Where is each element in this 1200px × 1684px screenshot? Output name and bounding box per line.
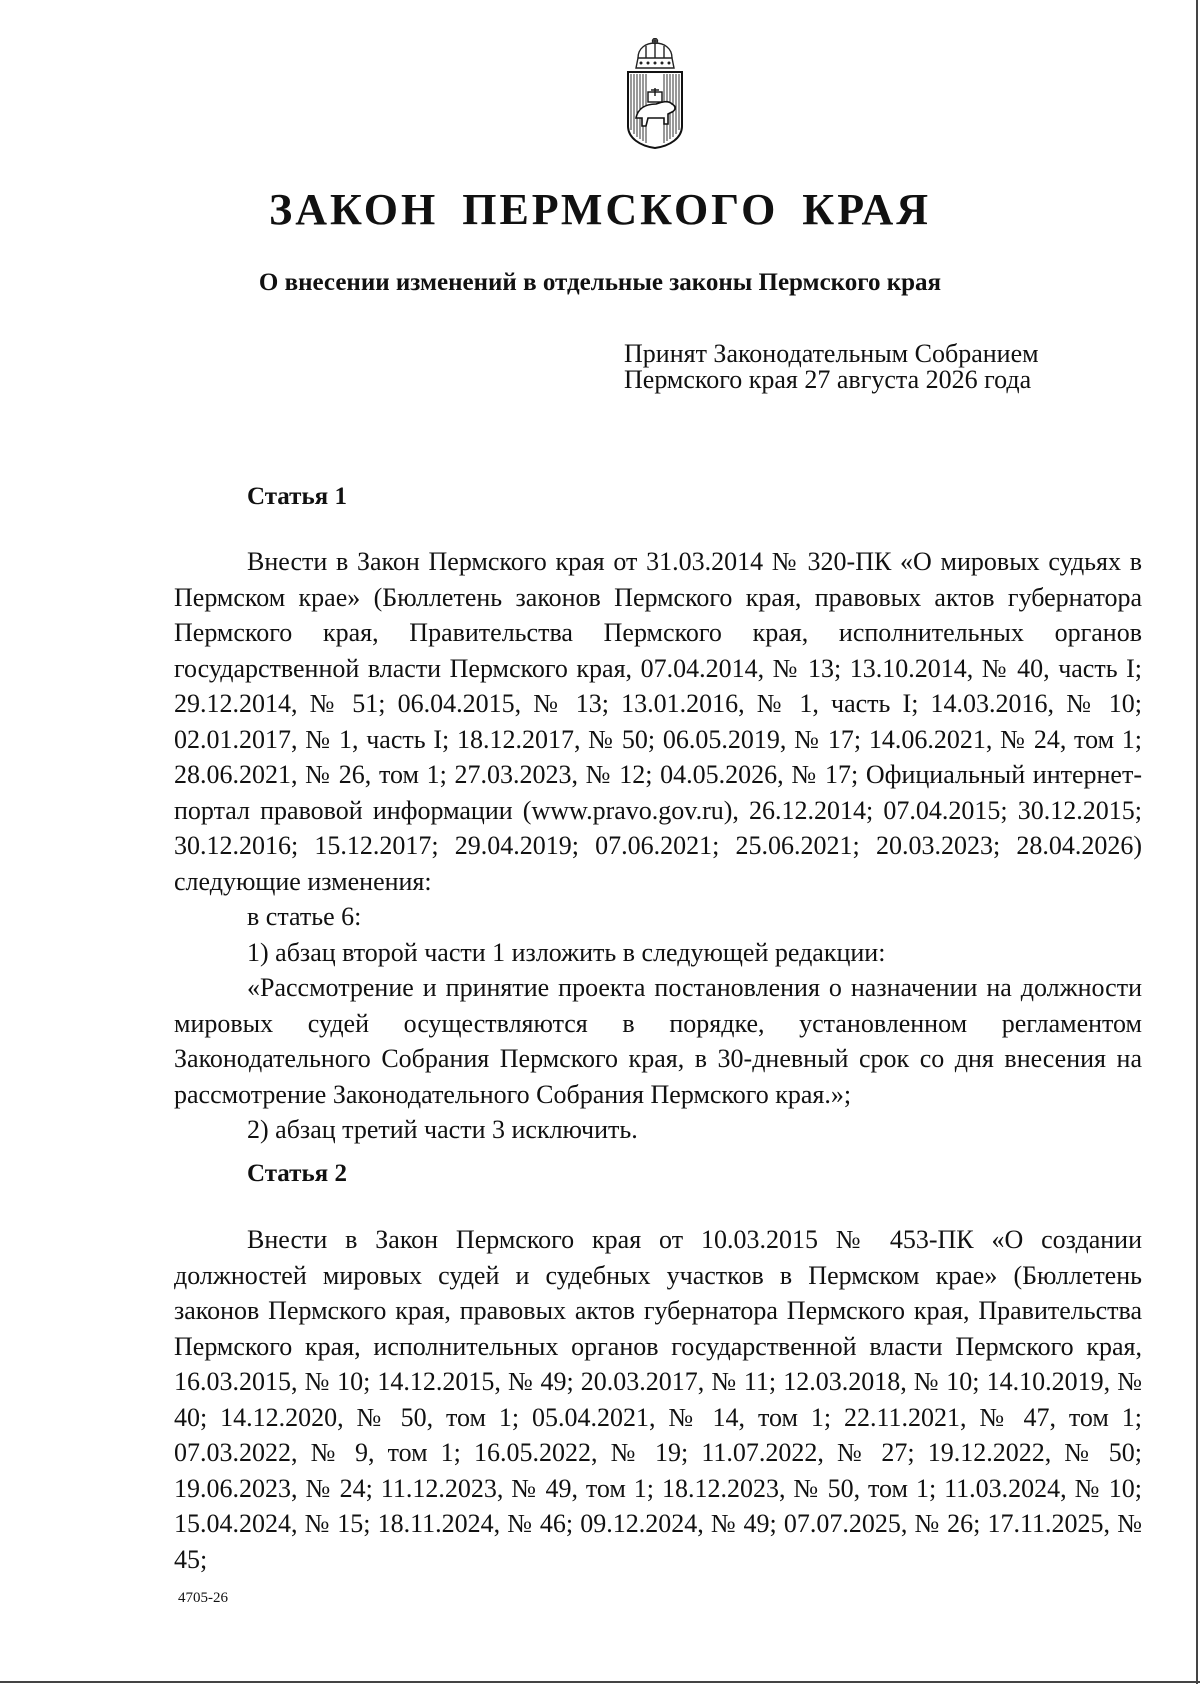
document-title: ЗАКОН ПЕРМСКОГО КРАЯ <box>268 185 932 234</box>
article-1-paragraph: 1) абзац второй части 1 изложить в следующей редакции: <box>247 937 886 967</box>
article-1-paragraph: Внести в Закон Пермского края от 31.03.2014 № 320-ПК «О мировых судьях в Пермском крае» (Бюллетень законов Пермского края, правовых актов губернатора Пермского края, Правительства Пермского края, исполнительных органов государственной власти Пермского края, 07.04.2014, № 13; 13.10.2014, № 40, часть I; 29.12.2014, № 51; 06.04.2015, № 13; 13.01.2016, № 1, часть I; 14.03.2016, № 10; 02.01.2017, № 1, часть I; 18.12.2017, № 50; 06.05.2019, № 17; 14.06.2021, № 24, том 1; 28.06.2021, № 26, том 1; 27.03.2023, № 12; 04.05.2026, № 17; Официальный интернет-портал правовой информации (www.pravo.gov.ru), 26.12.2014; 07.04.2015; 30.12.2015; 30.12.2016; 15.12.2017; 29.04.2019; 07.06.2021; 25.06.2021; 20.03.2023; 28.04.2026) следующие изменения: <box>174 547 1142 896</box>
article-1-paragraph: 2) абзац третий части 3 исключить. <box>247 1115 638 1144</box>
article-2-paragraph: Внести в Закон Пермского края от 10.03.2015 № 453-ПК «О создании должностей мировых судей и судебных участков в Пермском крае» (Бюллетень законов Пермского края, правовых актов губернатора Пермского края, Правительства Пермского края, исполнительных органов государственной власти Пермского края, 16.03.2015, № 10; 14.12.2015, № 49; 20.03.2017, № 11; 12.03.2018, № 10; 14.10.2019, № 40; 14.12.2020, № 50, том 1; 05.04.2021, № 14, том 1; 22.11.2021, № 47, том 1; 07.03.2022, № 9, том 1; 16.05.2022, № 19; 11.07.2022, № 27; 19.12.2022, № 50; 19.06.2023, № 24; 11.12.2023, № 49, том 1; 18.12.2023, № 50, том 1; 11.03.2024, № 10; 15.04.2024, № 15; 18.11.2024, № 46; 09.12.2024, № 49; 07.07.2025, № 26; 17.11.2025, № 45; <box>174 1225 1142 1574</box>
coat-of-arms-icon <box>622 38 688 150</box>
scan-edge-right <box>1196 0 1198 1684</box>
document-code: 4705-26 <box>178 1590 228 1606</box>
article-1-paragraph: в статье 6: <box>247 902 362 931</box>
adoption-note <box>624 341 1124 393</box>
article-1-paragraph: «Рассмотрение и принятие проекта постановления о назначении на должности мировых судей осуществляются в порядке, установленном регламентом Законодательного Собрания Пермского края, в 30-дневный срок со дня внесения на рассмотрение Законодательного Собрания Пермского края.»; <box>174 973 1142 1109</box>
article-1-body <box>174 544 1142 1148</box>
scan-edge-bottom <box>0 1681 1200 1683</box>
article-1-heading: Статья 1 <box>247 483 347 510</box>
adoption-note-line: Принят Законодательным Собранием <box>624 339 1039 368</box>
article-2-body <box>174 1222 1142 1577</box>
document-subtitle: О внесении изменений в отдельные законы Пермского края <box>258 269 942 296</box>
article-2-heading: Статья 2 <box>247 1160 347 1187</box>
adoption-note-line: Пермского края 27 августа 2026 года <box>624 365 1032 394</box>
